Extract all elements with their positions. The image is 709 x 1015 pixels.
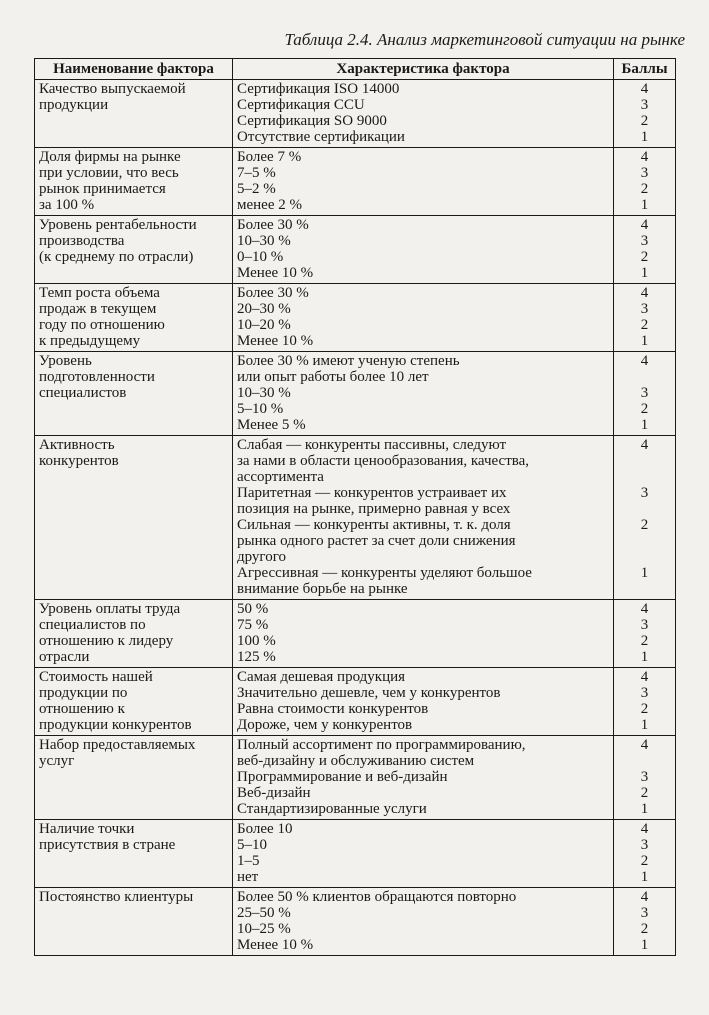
score-value: 2 [640,517,649,533]
characteristic-option [237,81,609,97]
characteristic-line: Менее 5 % [237,417,306,433]
score-option [614,869,675,885]
score-value: 1 [640,649,649,665]
characteristic-line: 10–25 % [237,921,291,937]
characteristic-line: Более 30 % [237,217,309,233]
characteristic-option [237,769,609,785]
factor-name-line: рынок принимается [39,181,166,197]
score-value: 4 [640,737,649,753]
characteristic-line: 50 % [237,601,269,617]
score-value: 1 [640,801,649,817]
table-row [35,284,676,352]
score-option [614,385,675,401]
score-option [614,889,675,905]
score-value: 3 [640,837,649,853]
characteristic-line: 10–30 % [237,233,291,249]
characteristic-option [237,649,609,665]
score-option [614,617,675,633]
characteristic-line: Более 50 % клиентов обращаются повторно [237,889,517,905]
score-option [614,921,675,937]
factor-name-cell [35,600,233,668]
score-value: 2 [640,701,649,717]
factor-name-line: специалистов по [39,617,146,633]
factor-characteristic-cell [233,148,614,216]
table-row [35,668,676,736]
characteristic-line: рынка одного растет за счет доли снижения [237,533,516,549]
characteristic-option [237,149,609,165]
score-value: 2 [640,181,649,197]
score-value: 2 [640,317,649,333]
characteristic-option [237,417,609,433]
score-option [614,517,675,565]
score-value: 3 [640,385,649,401]
factor-name-line: при условии, что весь [39,165,179,181]
characteristic-line: 7–5 % [237,165,276,181]
characteristic-option [237,685,609,701]
factor-characteristic-cell [233,216,614,284]
score-value: 2 [640,921,649,937]
factor-characteristic-cell [233,736,614,820]
characteristic-option [237,333,609,349]
characteristic-line: Агрессивная — конкуренты уделяют большое [237,565,532,581]
score-value: 1 [640,417,649,433]
score-value: 3 [640,301,649,317]
score-option [614,737,675,769]
characteristic-option [237,517,609,565]
score-option [614,769,675,785]
score-cell [614,600,676,668]
factor-name-cell [35,668,233,736]
score-option [614,649,675,665]
characteristic-option [237,265,609,281]
score-option [614,181,675,197]
characteristic-option [237,565,609,597]
score-value: 3 [640,233,649,249]
score-option [614,333,675,349]
score-option [614,937,675,953]
factor-characteristic-cell [233,820,614,888]
characteristic-option [237,249,609,265]
factor-name-line: конкурентов [39,453,119,469]
factor-name-cell [35,820,233,888]
characteristic-line: Паритетная — конкурентов устраивает их [237,485,507,501]
characteristic-line: Более 10 [237,821,293,837]
factor-name-line: Доля фирмы на рынке [39,149,181,165]
characteristic-option [237,485,609,517]
score-value: 1 [640,265,649,281]
table-row [35,436,676,600]
score-value: 4 [640,149,649,165]
characteristic-option [237,113,609,129]
factor-characteristic-cell [233,888,614,956]
score-value: 1 [640,333,649,349]
characteristic-line: Сильная — конкуренты активны, т. к. доля [237,517,511,533]
score-value: 1 [640,565,649,581]
factor-name-cell [35,436,233,600]
score-value: 3 [640,769,649,785]
score-value: 4 [640,217,649,233]
factor-name-line: продукции конкурентов [39,717,192,733]
score-option [614,233,675,249]
characteristic-line: 10–20 % [237,317,291,333]
table-row [35,600,676,668]
factor-name-line: услуг [39,753,75,769]
characteristic-line: ассортимента [237,469,324,485]
score-cell [614,436,676,600]
score-cell [614,284,676,352]
score-value: 4 [640,437,649,453]
score-option [614,437,675,485]
characteristic-line: Сертификация SO 9000 [237,113,387,129]
table-row [35,736,676,820]
characteristic-option [237,785,609,801]
characteristic-line: 5–10 [237,837,267,853]
score-option [614,485,675,517]
factor-characteristic-cell [233,80,614,148]
factor-name-line: отношению к лидеру [39,633,174,649]
factor-name-line: Наличие точки [39,821,135,837]
characteristic-line: другого [237,549,286,565]
score-value: 2 [640,249,649,265]
factor-name-cell [35,80,233,148]
factor-name-line: продукции по [39,685,128,701]
score-option [614,601,675,617]
score-value: 3 [640,905,649,921]
score-value: 3 [640,97,649,113]
factor-name-line: производства [39,233,125,249]
score-option [614,249,675,265]
score-cell [614,216,676,284]
factor-name-cell [35,216,233,284]
table-row [35,352,676,436]
characteristic-option [237,129,609,145]
factor-name-line: отрасли [39,649,90,665]
characteristic-line: 0–10 % [237,249,284,265]
characteristic-option [237,617,609,633]
score-value: 2 [640,401,649,417]
factor-characteristic-cell [233,668,614,736]
characteristic-line: менее 2 % [237,197,302,213]
score-value: 3 [640,617,649,633]
characteristic-option [237,601,609,617]
score-value: 4 [640,889,649,905]
factor-characteristic-cell [233,284,614,352]
characteristic-option [237,889,609,905]
table-row [35,80,676,148]
characteristic-line: 5–2 % [237,181,276,197]
table-row [35,148,676,216]
score-option [614,669,675,685]
score-option [614,317,675,333]
score-option [614,265,675,281]
score-value: 1 [640,869,649,885]
score-option [614,401,675,417]
characteristic-line: Сертификация CCU [237,97,365,113]
factor-name-line: отношению к [39,701,125,717]
score-cell [614,80,676,148]
score-option [614,785,675,801]
factor-name-line: Уровень оплаты труда [39,601,181,617]
table-row [35,216,676,284]
score-option [614,801,675,817]
characteristic-line: веб-дизайну и обслуживанию систем [237,753,475,769]
characteristic-line: 25–50 % [237,905,291,921]
score-option [614,81,675,97]
characteristic-line: Равна стоимости конкурентов [237,701,429,717]
characteristic-option [237,905,609,921]
factor-name-line: Набор предоставляемых [39,737,196,753]
factor-name-cell [35,888,233,956]
header-score: Баллы [614,59,676,80]
score-option [614,837,675,853]
characteristic-option [237,385,609,401]
characteristic-option [237,301,609,317]
header-factor-characteristic: Характеристика фактора [233,59,614,80]
market-analysis-table [34,58,676,956]
factor-characteristic-cell [233,352,614,436]
score-option [614,633,675,649]
factor-name-line: за 100 % [39,197,95,213]
score-value: 4 [640,821,649,837]
score-option [614,701,675,717]
characteristic-option [237,317,609,333]
score-option [614,417,675,433]
characteristic-option [237,869,609,885]
score-option [614,565,675,597]
table-row [35,888,676,956]
factor-characteristic-cell [233,436,614,600]
score-option [614,165,675,181]
characteristic-line: Полный ассортимент по программированию, [237,737,526,753]
factor-name-line: к предыдущему [39,333,141,349]
characteristic-option [237,921,609,937]
characteristic-line: Более 30 % [237,285,309,301]
score-value: 4 [640,353,649,369]
factor-name-line: году по отношению [39,317,165,333]
score-value: 2 [640,113,649,129]
score-value: 3 [640,165,649,181]
factor-name-line: Стоимость нашей [39,669,153,685]
score-option [614,217,675,233]
score-option [614,685,675,701]
score-option [614,285,675,301]
factor-name-line: Качество выпускаемой [39,81,186,97]
characteristic-option [237,821,609,837]
score-value: 1 [640,717,649,733]
score-cell [614,820,676,888]
score-option [614,197,675,213]
characteristic-line: Более 7 % [237,149,302,165]
characteristic-line: Менее 10 % [237,937,314,953]
score-value: 4 [640,601,649,617]
characteristic-line: Слабая — конкуренты пассивны, следуют [237,437,507,453]
characteristic-option [237,285,609,301]
score-value: 4 [640,285,649,301]
score-option [614,149,675,165]
score-value: 4 [640,669,649,685]
score-value: 1 [640,937,649,953]
score-value: 3 [640,485,649,501]
characteristic-line: или опыт работы более 10 лет [237,369,429,385]
score-option [614,129,675,145]
factor-name-cell [35,148,233,216]
characteristic-option [237,233,609,249]
table-row [35,820,676,888]
factor-name-line: Активность [39,437,115,453]
score-value: 3 [640,685,649,701]
characteristic-line: Отсутствие сертификации [237,129,405,145]
characteristic-line: 100 % [237,633,276,649]
score-cell [614,668,676,736]
characteristic-option [237,717,609,733]
characteristic-option [237,669,609,685]
score-option [614,113,675,129]
characteristic-line: 10–30 % [237,385,291,401]
score-option [614,353,675,385]
factor-name-line: подготовленности [39,369,155,385]
factor-characteristic-cell [233,600,614,668]
characteristic-option [237,937,609,953]
characteristic-option [237,837,609,853]
score-value: 1 [640,197,649,213]
score-option [614,301,675,317]
factor-name-cell [35,736,233,820]
score-option [614,717,675,733]
characteristic-line: Менее 10 % [237,265,314,281]
characteristic-line: 5–10 % [237,401,284,417]
factor-name-line: Уровень [39,353,92,369]
factor-name-line: Темп роста объема [39,285,160,301]
characteristic-option [237,197,609,213]
characteristic-line: Значительно дешевле, чем у конкурентов [237,685,501,701]
score-option [614,905,675,921]
factor-name-cell [35,352,233,436]
characteristic-line: Веб-дизайн [237,785,311,801]
table-body [35,80,676,956]
characteristic-option [237,217,609,233]
characteristic-line: Менее 10 % [237,333,314,349]
characteristic-line: 1–5 [237,853,260,869]
table-header-row [35,59,676,80]
characteristic-line: 125 % [237,649,276,665]
score-value: 2 [640,785,649,801]
characteristic-line: за нами в области ценообразования, качества, [237,453,530,469]
score-value: 2 [640,853,649,869]
characteristic-option [237,353,609,385]
characteristic-option [237,737,609,769]
characteristic-line: внимание борьбе на рынке [237,581,408,597]
characteristic-line: позиция на рынке, примерно равная у всех [237,501,511,517]
score-value: 1 [640,129,649,145]
score-cell [614,148,676,216]
characteristic-line: Стандартизированные услуги [237,801,427,817]
characteristic-option [237,97,609,113]
factor-name-line: Уровень рентабельности [39,217,197,233]
score-option [614,853,675,869]
characteristic-option [237,633,609,649]
characteristic-option [237,437,609,485]
characteristic-option [237,701,609,717]
characteristic-option [237,853,609,869]
score-value: 4 [640,81,649,97]
factor-name-cell [35,284,233,352]
characteristic-line: Программирование и веб-дизайн [237,769,448,785]
characteristic-line: Сертификация ISO 14000 [237,81,400,97]
factor-name-line: специалистов [39,385,127,401]
characteristic-option [237,165,609,181]
score-cell [614,888,676,956]
characteristic-line: 75 % [237,617,269,633]
characteristic-option [237,181,609,197]
factor-name-line: Постоянство клиентуры [39,889,194,905]
factor-name-line: присутствия в стране [39,837,176,853]
characteristic-line: Более 30 % имеют ученую степень [237,353,460,369]
score-option [614,97,675,113]
score-option [614,821,675,837]
factor-name-line: продукции [39,97,109,113]
characteristic-line: Дороже, чем у конкурентов [237,717,413,733]
factor-name-line: продаж в текущем [39,301,157,317]
characteristic-option [237,401,609,417]
score-cell [614,352,676,436]
table-caption: Таблица 2.4. Анализ маркетинговой ситуации на рынке [284,30,685,49]
characteristic-option [237,801,609,817]
characteristic-line: Самая дешевая продукция [237,669,406,685]
header-factor-name: Наименование фактора [35,59,233,80]
characteristic-line: 20–30 % [237,301,291,317]
score-cell [614,736,676,820]
score-value: 2 [640,633,649,649]
characteristic-line: нет [237,869,259,885]
factor-name-line: (к среднему по отрасли) [39,249,194,265]
